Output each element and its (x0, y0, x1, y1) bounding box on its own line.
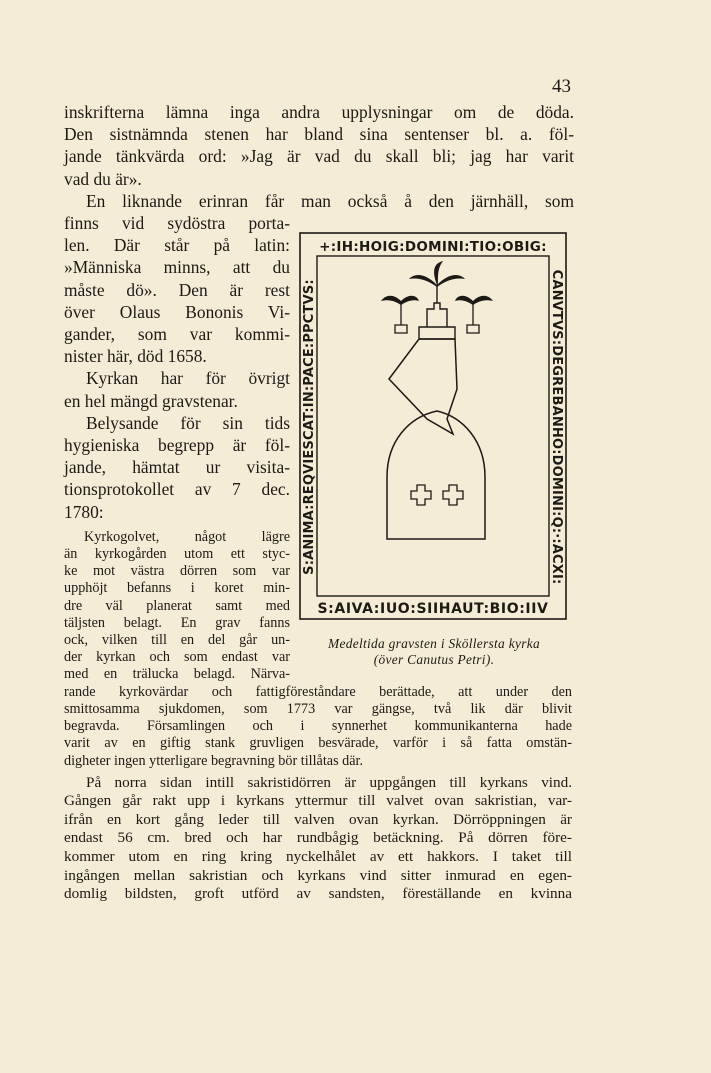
gravestone-drawing (297, 229, 569, 623)
gravestone-figure (297, 229, 569, 623)
text-line: Kyrkan har för övrigt (86, 368, 290, 389)
page-number: 43 (552, 76, 571, 97)
palm-stems (395, 303, 479, 333)
text-line: jande tänkvärda ord: »Jag är vad du skall bli; jag har varit (64, 146, 574, 167)
quote-line: dre väl planerat samt med (64, 597, 290, 614)
quote-wide (64, 684, 572, 770)
quote-line: med en trälucka belagd. Närva- (64, 666, 290, 683)
quote-line: än kyrkogården utom ett styc- (64, 546, 290, 563)
inscription-right: CANVTVS:DEGREBANHO:DOMINI:Q:·:ACXI: (549, 269, 564, 585)
text-line: vad du är». (64, 168, 142, 189)
text-line: hygieniska begrepp är föl- (64, 435, 290, 456)
text-line: ingången mellan sakristian och kyrkans vind sitter inmurad en egen- (64, 866, 572, 884)
quote-line: ke mot västra dörren som var (64, 563, 290, 580)
quote-line: upphöjt befanns i koret min- (64, 580, 290, 597)
text-line: Gången går rakt upp i kyrkans yttermur till valvet ovan sakristian, var- (64, 792, 572, 810)
text-line: inskrifterna lämna inga andra upplysningar om de döda. (64, 102, 574, 122)
arch-shield (387, 411, 485, 539)
text-line: över Olaus Bononis Vi- (64, 301, 290, 322)
text-line: måste dö». Den är rest (64, 279, 290, 300)
text-line: 1780: (64, 501, 104, 522)
quote-line: täljsten belagt. En grav fanns (64, 614, 290, 631)
quote-line: ock, vilken till en del går un- (64, 632, 290, 649)
quote-line: digheter ingen ytterligare begravning bör tillåtas där. (64, 752, 364, 769)
text-line: endast 56 cm. bred och har rundbågig betäckning. På dörren före- (64, 829, 572, 847)
text-line: gander, som var kommi- (64, 324, 290, 345)
quote-line: smittosamma sjukdomen, som 1773 var gängse, två lik där blivit (64, 700, 572, 717)
quote-line: rande kyrkovärdar och fattigföreståndare berättade, att under den (64, 683, 572, 700)
text-line: En liknande erinran får man också å den järnhäll, som (86, 190, 574, 211)
text-line: nister här, död 1658. (64, 346, 207, 367)
text-line: På norra sidan intill sakristidörren är uppgången till kyrkans vind. (86, 773, 572, 791)
inscription-bottom: S:AIVA:IUO:SIIHAUT:BIO:IIV (317, 601, 549, 617)
text-line: en hel mängd gravstenar. (64, 390, 238, 411)
quote-narrow (64, 529, 290, 684)
caption-line: Medeltida gravsten i Sköllersta kyrka (328, 636, 540, 651)
inscription-top: +:IH:HOIG:DOMINI:TIO:OBIG: (319, 239, 547, 255)
text-line: Den sistnämnda stenen har bland sina sentenser bl. a. föl- (64, 124, 574, 145)
text-line: domlig bildsten, groft utförd av sandsten, föreställande en kvinna (64, 885, 572, 903)
paragraph-2-narrow (64, 212, 290, 684)
text-line: kommer utom en ring kring nyckelhålet av ett hakkors. I taket till (64, 848, 572, 866)
text-line: len. Där står på latin: (64, 235, 290, 256)
inner-frame (317, 256, 549, 596)
quote-line: begravda. Församlingen och i synnerhet kommunikanterna hade (64, 718, 572, 735)
tower-motif (419, 285, 455, 339)
text-line: ifrån en kort gång leder till valven ovan kyrkan. Dörröppningen är (64, 810, 572, 828)
quote-line: varit av en giftig stank gruvligen besvärade, varför i så fatta omstän- (64, 735, 572, 752)
outer-frame (300, 233, 566, 619)
helmet-motif (389, 339, 457, 434)
cross-marks (411, 485, 463, 505)
text-line: finns vid sydöstra porta- (64, 213, 290, 234)
caption-line: (över Canutus Petri). (373, 652, 495, 667)
figure-caption (298, 636, 570, 668)
text-line: Belysande för sin tids (86, 412, 290, 433)
quote-line: Kyrkogolvet, något lägre (84, 528, 290, 545)
paragraph-5 (64, 774, 572, 904)
inscription-left: S:ANIMA:REQVIESCAT:IN:PACE:PPCTVS: (302, 279, 317, 575)
quote-line: der kyrkan och som endast var (64, 649, 290, 666)
text-line: tionsprotokollet av 7 dec. (64, 479, 290, 500)
text-line: »Människa minns, att du (64, 257, 290, 278)
text-line: jande, hämtat ur visita- (64, 457, 290, 478)
